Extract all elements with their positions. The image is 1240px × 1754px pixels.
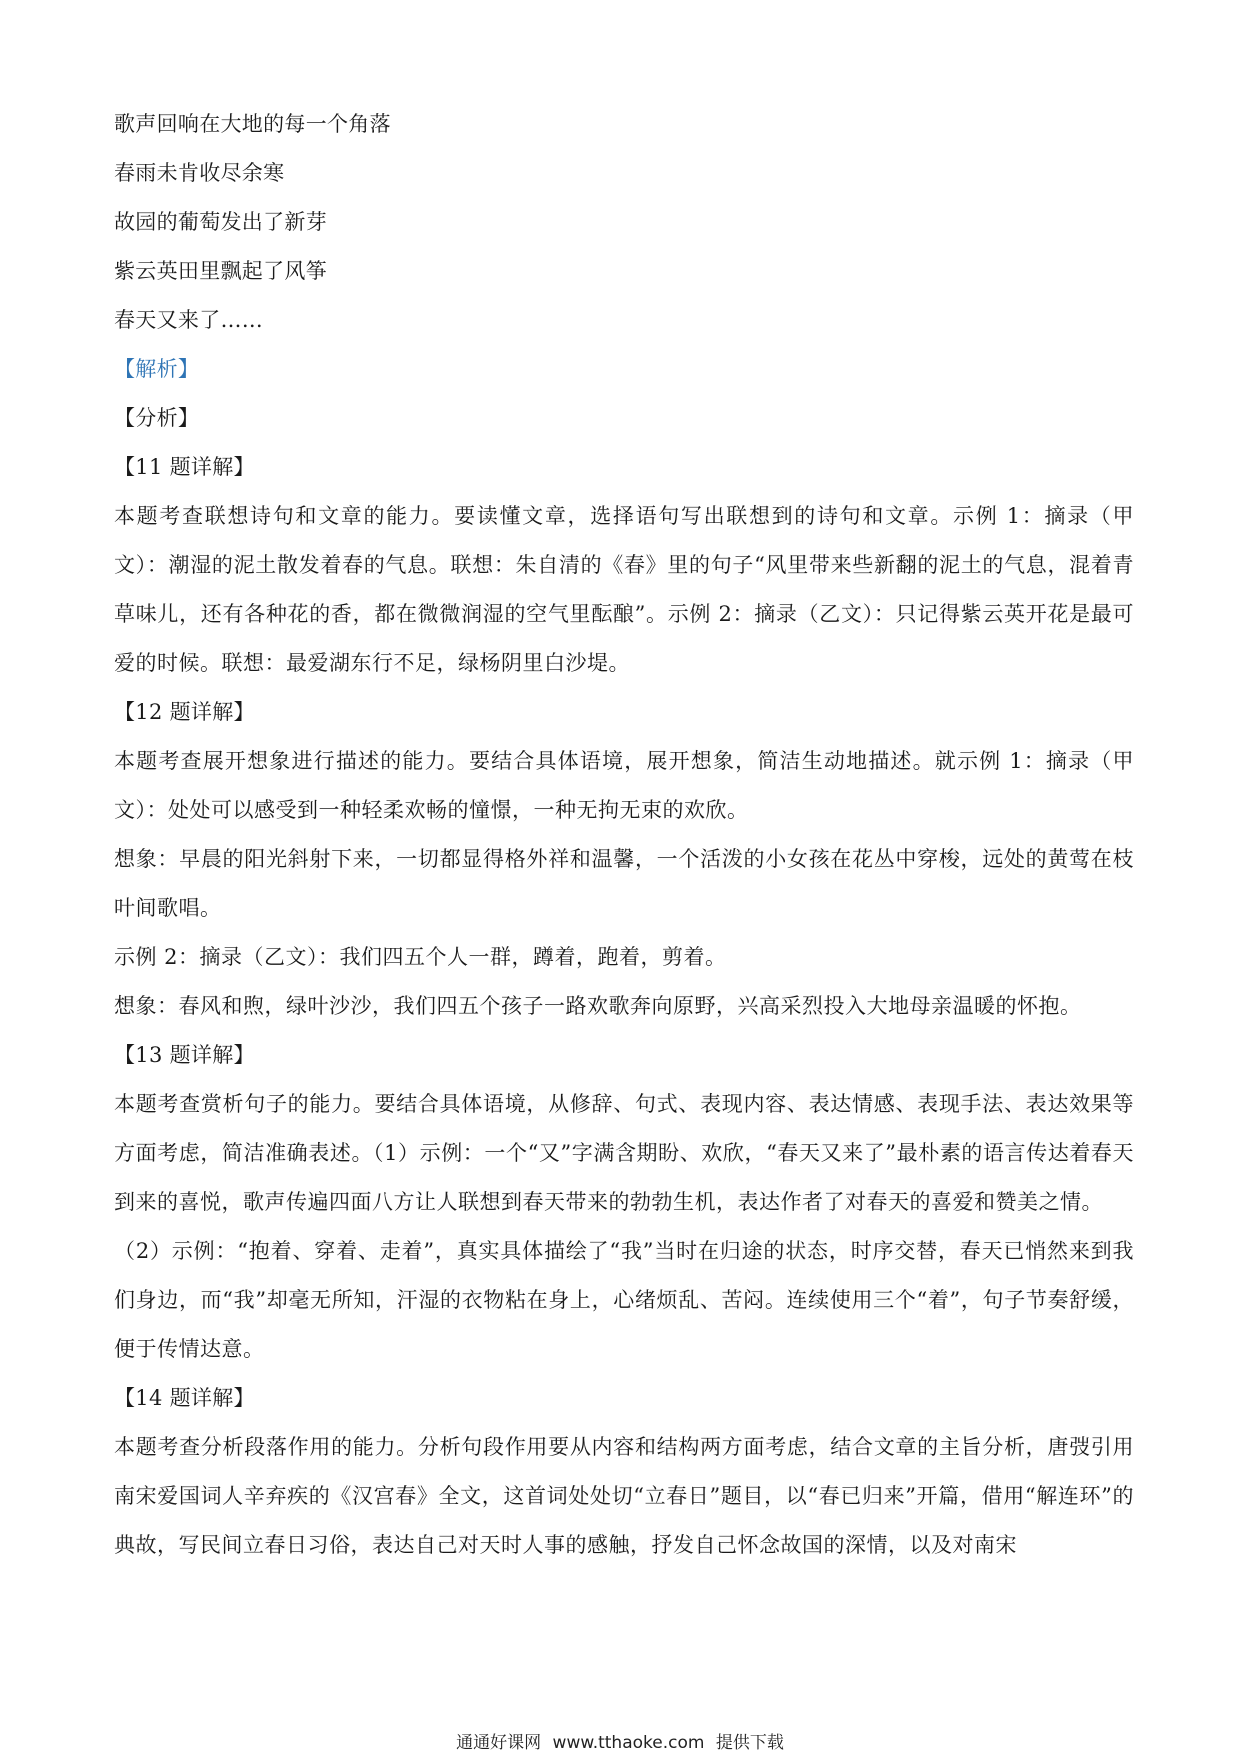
q14-heading: 【14 题详解】 — [114, 1386, 255, 1410]
poem-line-3: 故园的葡萄发出了新芽 — [114, 210, 327, 234]
q12-heading: 【12 题详解】 — [114, 700, 255, 724]
q13-body-2: （2）示例：“抱着、穿着、走着”，真实具体描绘了“我”当时在归途的状态，时序交替，春天已悄然来到我们身边，而“我”却毫无所知，汗湿的衣物粘在身上，心绪烦乱、苦闷。连续使用三个“着”，句子节奏舒缓，便于传情达意。 — [114, 1239, 1134, 1361]
q12-body-4: 想象：春风和煦，绿叶沙沙，我们四五个孩子一路欢歌奔向原野，兴高采烈投入大地母亲温暖的怀抱。 — [114, 994, 1082, 1018]
heading-fenxi: 【分析】 — [114, 406, 200, 430]
footer-url[interactable]: www.tthaoke.com — [552, 1733, 705, 1753]
heading-jiexi: 【解析】 — [114, 357, 200, 381]
poem-line-5: 春天又来了…… — [114, 308, 264, 332]
q12-body-1: 本题考查展开想象进行描述的能力。要结合具体语境，展开想象，简洁生动地描述。就示例 1：摘录（甲文）：处处可以感受到一种轻柔欢畅的憧憬，一种无拘无束的欢欣。 — [114, 749, 1134, 822]
q14-body: 本题考查分析段落作用的能力。分析句段作用要从内容和结构两方面考虑，结合文章的主旨分析，唐弢引用南宋爱国词人辛弃疾的《汉宫春》全文，这首词处处切“立春日”题目，以“春已归来”开篇，借用“解连环”的典故，写民间立春日习俗，表达自己对天时人事的感触，抒发自己怀念故国的深情，以及对南宋 — [114, 1435, 1134, 1557]
q11-body: 本题考查联想诗句和文章的能力。要读懂文章，选择语句写出联想到的诗句和文章。示例 1：摘录（甲文）：潮湿的泥土散发着春的气息。联想：朱自清的《春》里的句子“风里带来些新翻的泥土的气息，混着青草味儿，还有各种花的香，都在微微润湿的空气里酝酿”。示例 2：摘录（乙文）：只记得紫云英开花是最可爱的时候。联想：最爱湖东行不足，绿杨阴里白沙堤。 — [114, 504, 1134, 675]
q13-body-1: 本题考查赏析句子的能力。要结合具体语境，从修辞、句式、表现内容、表达情感、表现手法、表达效果等方面考虑，简洁准确表述。（1）示例：一个“又”字满含期盼、欢欣，“春天又来了”最朴素的语言传达着春天到来的喜悦，歌声传遍四面八方让人联想到春天带来的勃勃生机，表达作者了对春天的喜爱和赞美之情。 — [114, 1092, 1134, 1214]
poem-line-2: 春雨未肯收尽余寒 — [114, 161, 285, 185]
q13-heading: 【13 题详解】 — [114, 1043, 255, 1067]
poem-line-1: 歌声回响在大地的每一个角落 — [114, 112, 391, 136]
footer-site-name: 通通好课网 — [456, 1733, 542, 1753]
q11-heading: 【11 题详解】 — [114, 455, 255, 479]
poem-line-4: 紫云英田里飘起了风筝 — [114, 259, 327, 283]
page-footer — [0, 1728, 1240, 1753]
document-body — [114, 100, 1134, 1570]
q12-body-3: 示例 2：摘录（乙文）：我们四五个人一群，蹲着，跑着，剪着。 — [114, 945, 727, 969]
q12-body-2: 想象：早晨的阳光斜射下来，一切都显得格外祥和温馨，一个活泼的小女孩在花丛中穿梭，远处的黄莺在枝叶间歌唱。 — [114, 847, 1134, 920]
footer-note: 提供下载 — [715, 1733, 784, 1753]
